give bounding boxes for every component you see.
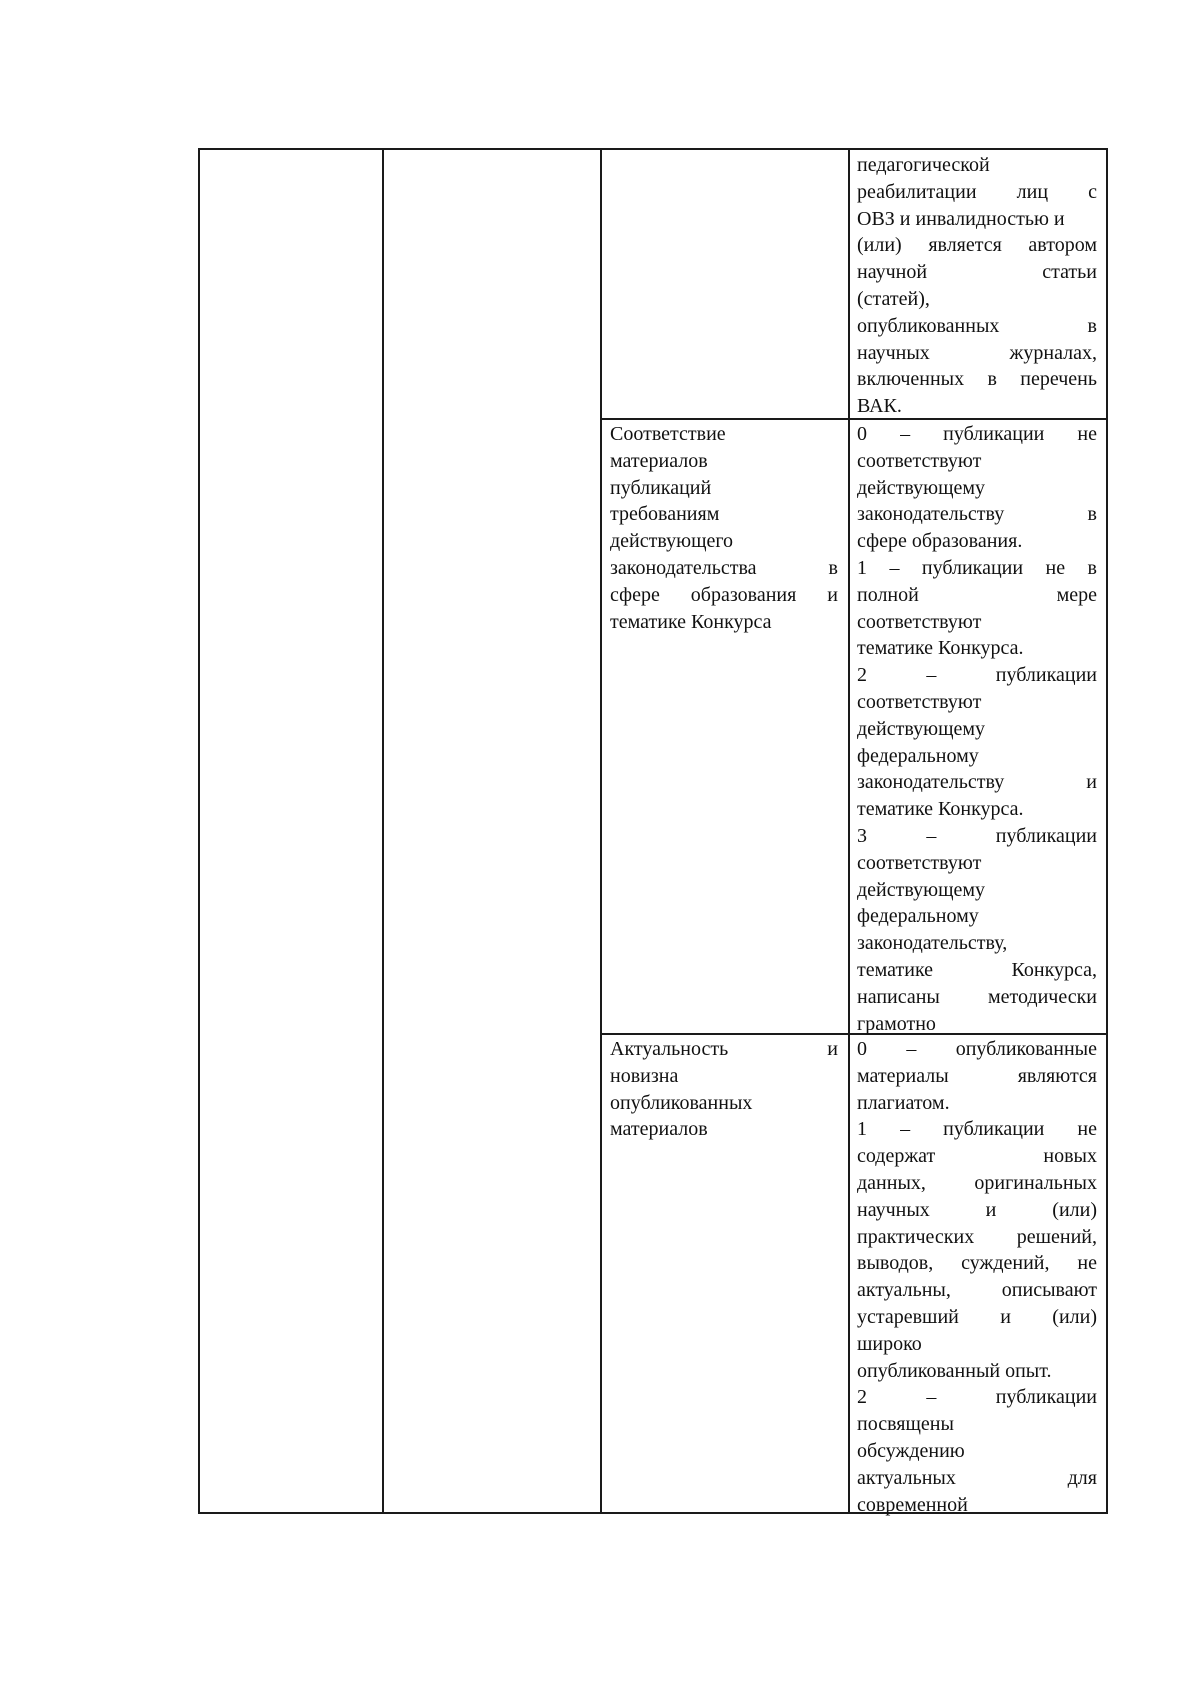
text-line: опубликованных в	[857, 314, 1097, 337]
column-divider-1	[382, 150, 384, 1512]
text-line: плагиатом.	[857, 1091, 950, 1114]
column-divider-3	[848, 150, 850, 1512]
text-line: научных журналах,	[857, 341, 1097, 364]
text-line: грамотно	[857, 1012, 936, 1035]
text-line: 0 – опубликованные	[857, 1038, 1097, 1060]
text-line: законодательству в	[857, 503, 1097, 526]
text-line: законодательству,	[857, 932, 1008, 955]
text-line: (или) является автором	[857, 234, 1097, 257]
text-line: тематике Конкурса	[610, 610, 772, 633]
criterion-cell-novelty	[610, 1036, 838, 1143]
scores-cell-novelty	[857, 1036, 1097, 1518]
text-line: требованиям	[610, 503, 720, 526]
text-line: действующему	[857, 878, 986, 901]
text-line: действующему	[857, 717, 986, 740]
text-line: Соответствие	[610, 423, 726, 445]
text-line: сфере образования.	[857, 530, 1023, 553]
text-line: выводов, суждений, не	[857, 1252, 1097, 1275]
text-line: научной статьи	[857, 261, 1097, 284]
text-line: 2 – публикации	[857, 664, 1097, 687]
text-line: материалов	[610, 449, 708, 472]
text-line: широко	[857, 1332, 922, 1355]
text-line: новизна	[610, 1064, 679, 1087]
text-line: посвящены	[857, 1413, 954, 1436]
criterion-cell-compliance	[610, 421, 838, 635]
text-line: ОВЗ и инвалидностью и	[857, 207, 1065, 230]
text-line: федеральному	[857, 905, 979, 928]
criteria-table	[198, 148, 1108, 1514]
text-line: тематике Конкурса.	[857, 798, 1024, 821]
text-line: соответствуют	[857, 610, 982, 633]
text-line: практических решений,	[857, 1225, 1097, 1248]
text-line: соответствуют	[857, 690, 982, 713]
text-line: действующего	[610, 530, 734, 553]
text-line: актуальных для	[857, 1466, 1097, 1489]
text-line: федеральному	[857, 744, 979, 767]
text-line: законодательства в	[610, 556, 838, 579]
text-line: педагогической	[857, 154, 990, 176]
text-line: тематике Конкурса,	[857, 958, 1097, 981]
text-line: реабилитации лиц с	[857, 180, 1097, 203]
text-line: опубликованный опыт.	[857, 1359, 1052, 1382]
text-line: сфере образования и	[610, 583, 838, 606]
continuation-cell	[857, 152, 1097, 420]
text-line: соответствуют	[857, 449, 982, 472]
text-line: ВАК.	[857, 395, 902, 418]
text-line: обсуждению	[857, 1439, 965, 1462]
text-line: законодательству и	[857, 771, 1097, 794]
text-line: содержат новых	[857, 1145, 1097, 1168]
text-line: материалы являются	[857, 1064, 1097, 1087]
text-line: написаны методически	[857, 985, 1097, 1008]
text-line: действующему	[857, 476, 986, 499]
text-line: 2 – публикации	[857, 1386, 1097, 1409]
text-line: полной мере	[857, 583, 1097, 606]
text-line: научных и (или)	[857, 1198, 1097, 1221]
text-line: 3 – публикации	[857, 824, 1097, 847]
text-line: включенных в перечень	[857, 368, 1097, 391]
text-line: публикаций	[610, 476, 712, 499]
column-divider-2	[600, 150, 602, 1512]
text-line: устаревший и (или)	[857, 1305, 1097, 1328]
text-line: тематике Конкурса.	[857, 637, 1024, 660]
text-line: 0 – публикации не	[857, 423, 1097, 445]
text-line: Актуальность и	[610, 1038, 838, 1060]
text-line: данных, оригинальных	[857, 1171, 1097, 1194]
text-line: современной	[857, 1493, 968, 1516]
scores-cell-compliance	[857, 421, 1097, 1037]
text-line: актуальны, описывают	[857, 1279, 1097, 1302]
text-line: 1 – публикации не в	[857, 556, 1097, 579]
text-line: соответствуют	[857, 851, 982, 874]
text-line: 1 – публикации не	[857, 1118, 1097, 1141]
text-line: материалов	[610, 1118, 708, 1141]
text-line: (статей),	[857, 287, 930, 310]
text-line: опубликованных	[610, 1091, 753, 1114]
